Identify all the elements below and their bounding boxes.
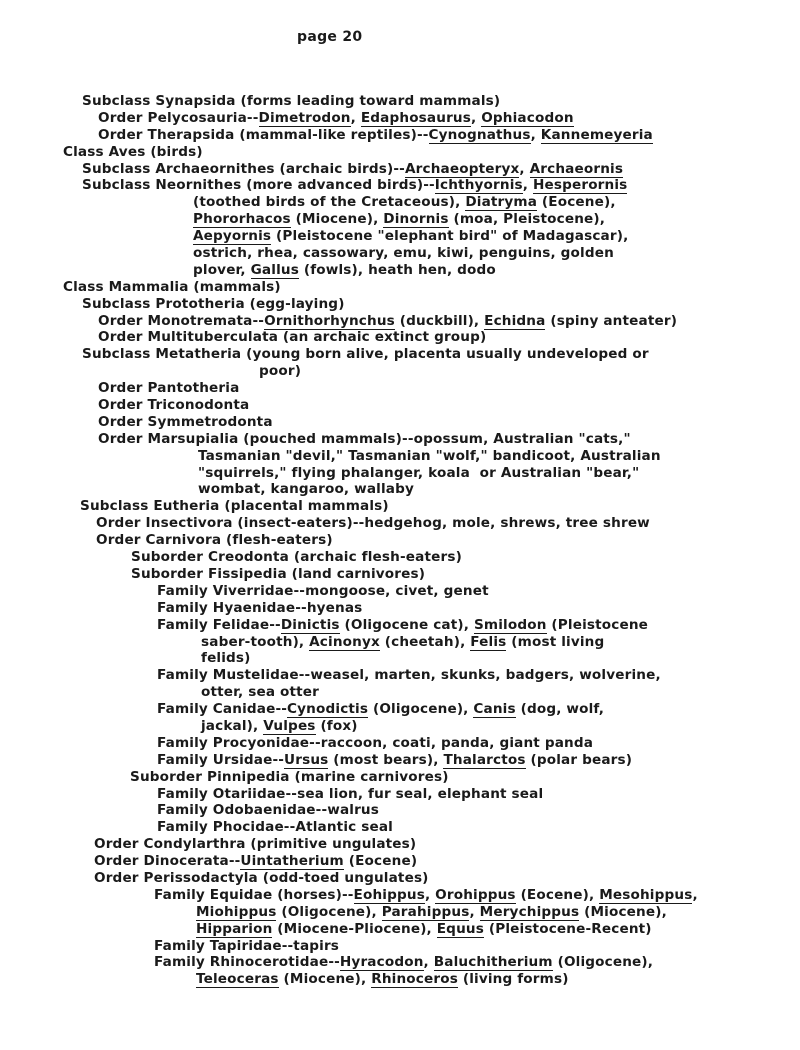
outline-line: [0, 211, 800, 228]
line-text: Subclass Eutheria (placental mammals): [80, 498, 389, 515]
line-text: (Pleistocene-Recent): [483, 920, 652, 937]
line-text: ,: [471, 109, 482, 126]
outline-line: [0, 634, 800, 651]
genus-name: Orohippus: [435, 886, 516, 903]
line-text: Order Dinocerata--: [94, 853, 241, 870]
genus-name: Ursus: [284, 751, 329, 768]
genus-name: Diatryma: [465, 194, 538, 211]
genus-name: Hyracodon: [339, 954, 424, 971]
outline-line: [0, 279, 800, 296]
line-text: "squirrels," flying phalanger, koala or Australian "bear,": [198, 464, 640, 481]
line-text: Subclass Synapsida (forms leading toward mammals): [82, 93, 501, 109]
outline-line: [0, 735, 800, 752]
line-text: Family Canidae--: [157, 701, 288, 718]
line-text: (Miocene),: [579, 903, 667, 920]
outline-line: [0, 431, 800, 448]
line-text: Suborder Pinnipedia (marine carnivores): [130, 768, 449, 785]
genus-name: Smilodon: [473, 616, 547, 633]
line-text: (cheetah),: [379, 633, 471, 650]
line-text: (moa, Pleistocene),: [448, 211, 606, 228]
outline-line: [0, 177, 800, 194]
page-number: page 20: [297, 29, 363, 45]
line-text: ,: [519, 160, 530, 177]
genus-name: Ichthyornis: [434, 177, 523, 194]
line-text: Order Perissodactyla (odd-toed ungulates): [94, 869, 429, 886]
line-text: (living forms): [457, 971, 569, 988]
outline-line: [0, 904, 800, 921]
genus-name: Uintatherium: [240, 853, 344, 870]
outline-line: [0, 127, 800, 144]
line-text: (Oligocene),: [552, 954, 654, 971]
outline-line: [0, 870, 800, 887]
line-text: (Miocene-Pliocene),: [272, 920, 437, 937]
genus-name: Archaeornis: [529, 160, 624, 177]
genus-name: Eohippus: [353, 886, 425, 903]
genus-name: Miohippus: [196, 903, 277, 920]
line-text: Subclass Archaeornithes (archaic birds)--: [82, 160, 405, 177]
line-text: (Oligocene cat),: [339, 616, 474, 633]
line-text: poor): [259, 363, 302, 380]
outline-line: [0, 853, 800, 870]
genus-name: Dimetrodon: [258, 109, 351, 126]
line-text: felids): [201, 650, 251, 667]
outline-line: [0, 549, 800, 566]
line-text: Suborder Creodonta (archaic flesh-eaters): [131, 549, 462, 566]
genus-name: Dinornis: [383, 211, 449, 228]
line-text: Family Mustelidae--weasel, marten, skunks, badgers, wolverine,: [157, 667, 661, 684]
genus-name: Edaphosaurus: [360, 109, 471, 126]
outline-line: [0, 684, 800, 701]
taxonomy-outline: [0, 93, 800, 988]
line-text: Family Hyaenidae--hyenas: [157, 599, 363, 616]
outline-line: [0, 921, 800, 938]
line-text: (dog, wolf,: [515, 701, 605, 718]
line-text: Order Monotremata--: [98, 312, 265, 329]
line-text: (toothed birds of the Cretaceous),: [193, 194, 466, 211]
genus-name: Cynognathus: [428, 126, 531, 143]
genus-name: Baluchitherium: [433, 954, 553, 971]
line-text: (spiny anteater): [545, 312, 678, 329]
line-text: ,: [522, 177, 533, 194]
line-text: Family Phocidae--Atlantic seal: [157, 819, 393, 836]
genus-name: Teleoceras: [196, 971, 279, 988]
genus-name: Hesperornis: [532, 177, 628, 194]
line-text: Order Multituberculata (an archaic extinct group): [98, 329, 487, 346]
line-text: Family Felidae--: [157, 616, 281, 633]
line-text: (Pleistocene "elephant bird" of Madagascar),: [271, 228, 629, 245]
line-text: ,: [350, 109, 361, 126]
outline-line: [0, 363, 800, 380]
genus-name: Ornithorhynchus: [264, 312, 395, 329]
line-text: saber-tooth),: [201, 633, 310, 650]
genus-name: Parahippus: [381, 903, 470, 920]
outline-line: [0, 498, 800, 515]
outline-line: [0, 887, 800, 904]
line-text: ,: [469, 903, 480, 920]
outline-line: [0, 346, 800, 363]
outline-line: [0, 397, 800, 414]
genus-name: Ophiacodon: [481, 109, 574, 126]
line-text: Class Aves (birds): [63, 143, 203, 160]
line-text: Family Tapiridae--tapirs: [154, 937, 340, 954]
outline-line: [0, 245, 800, 262]
genus-name: Echidna: [484, 312, 546, 329]
line-text: (duckbill),: [394, 312, 485, 329]
line-text: (polar bears): [525, 751, 633, 768]
genus-name: Cynodictis: [287, 701, 369, 718]
line-text: ,: [424, 886, 436, 903]
line-text: Order Carnivora (flesh-eaters): [96, 532, 333, 549]
outline-line: [0, 448, 800, 465]
outline-line: [0, 329, 800, 346]
outline-line: [0, 617, 800, 634]
outline-line: [0, 819, 800, 836]
line-text: (Eocene),: [515, 886, 600, 903]
line-text: Order Therapsida (mammal-like reptiles)--: [98, 126, 429, 143]
outline-line: [0, 262, 800, 279]
outline-line: [0, 769, 800, 786]
line-text: Family Rhinocerotidae--: [154, 954, 340, 971]
genus-name: Merychippus: [479, 903, 580, 920]
line-text: ostrich, rhea, cassowary, emu, kiwi, penguins, golden: [193, 245, 614, 262]
line-text: Tasmanian "devil," Tasmanian "wolf," bandicoot, Australian: [198, 447, 661, 464]
line-text: (most living: [506, 633, 605, 650]
line-text: Suborder Fissipedia (land carnivores): [131, 565, 426, 582]
line-text: Subclass Metatheria (young born alive, placenta usually undeveloped or: [82, 346, 649, 363]
line-text: (Miocene),: [278, 971, 372, 988]
outline-line: [0, 802, 800, 819]
line-text: wombat, kangaroo, wallaby: [198, 481, 414, 498]
line-text: Family Ursidae--: [157, 751, 285, 768]
line-text: ,: [530, 126, 541, 143]
line-text: Class Mammalia (mammals): [63, 278, 281, 295]
line-text: Subclass Neornithes (more advanced birds)--: [82, 177, 435, 194]
line-text: ,: [692, 886, 698, 903]
line-text: Family Odobaenidae--walrus: [157, 802, 379, 819]
line-text: Subclass Prototheria (egg-laying): [82, 295, 345, 312]
genus-name: Archaeopteryx: [404, 160, 520, 177]
line-text: (Oligocene),: [368, 701, 474, 718]
outline-line: [0, 938, 800, 955]
line-text: Order Insectivora (insect-eaters)--hedgehog, mole, shrews, tree shrew: [96, 515, 650, 532]
line-text: Order Pantotheria: [98, 380, 240, 397]
outline-line: [0, 296, 800, 313]
outline-line: [0, 161, 800, 178]
line-text: Order Marsupialia (pouched mammals)--opossum, Australian "cats,": [98, 430, 631, 447]
outline-line: [0, 93, 800, 110]
genus-name: Kannemeyeria: [540, 126, 653, 143]
outline-line: [0, 515, 800, 532]
genus-name: Gallus: [250, 261, 299, 278]
genus-name: Hipparion: [196, 920, 273, 937]
line-text: (most bears),: [328, 751, 444, 768]
outline-line: [0, 667, 800, 684]
line-text: (Pleistocene: [546, 616, 649, 633]
outline-line: [0, 414, 800, 431]
genus-name: Thalarctos: [443, 751, 526, 768]
outline-line: [0, 481, 800, 498]
line-text: Family Otariidae--sea lion, fur seal, elephant seal: [157, 785, 544, 802]
genus-name: Aepyornis: [193, 228, 272, 245]
outline-line: [0, 718, 800, 735]
outline-line: [0, 380, 800, 397]
line-text: Family Equidae (horses)--: [154, 886, 354, 903]
line-text: (Oligocene),: [276, 903, 382, 920]
line-text: otter, sea otter: [201, 684, 320, 701]
genus-name: Vulpes: [263, 717, 316, 734]
outline-line: [0, 954, 800, 971]
line-text: (fox): [315, 717, 358, 734]
outline-line: [0, 194, 800, 211]
line-text: (Eocene),: [537, 194, 616, 211]
outline-line: [0, 836, 800, 853]
line-text: (Miocene),: [290, 211, 384, 228]
line-text: Family Procyonidae--raccoon, coati, panda, giant panda: [157, 734, 594, 751]
line-text: Order Triconodonta: [98, 397, 250, 414]
outline-line: [0, 701, 800, 718]
outline-line: [0, 583, 800, 600]
line-text: jackal),: [201, 717, 264, 734]
outline-line: [0, 752, 800, 769]
genus-name: Phororhacos: [193, 211, 291, 228]
genus-name: Acinonyx: [309, 633, 380, 650]
outline-line: [0, 532, 800, 549]
outline-line: [0, 566, 800, 583]
outline-line: [0, 465, 800, 482]
genus-name: Felis: [470, 633, 507, 650]
line-text: Order Symmetrodonta: [98, 413, 273, 430]
outline-line: [0, 600, 800, 617]
line-text: plover,: [193, 261, 251, 278]
genus-name: Dinictis: [280, 616, 340, 633]
line-text: Order Pelycosauria--: [98, 109, 259, 126]
genus-name: Equus: [436, 920, 484, 937]
genus-name: Rhinoceros: [371, 971, 458, 988]
outline-line: [0, 313, 800, 330]
outline-line: [0, 971, 800, 988]
outline-line: [0, 650, 800, 667]
genus-name: Mesohippus: [599, 886, 693, 903]
line-text: Order Condylarthra (primitive ungulates): [94, 836, 417, 853]
outline-line: [0, 786, 800, 803]
genus-name: Canis: [473, 701, 516, 718]
outline-line: [0, 144, 800, 161]
line-text: ,: [423, 954, 434, 971]
line-text: Family Viverridae--mongoose, civet, genet: [157, 582, 489, 599]
line-text: (fowls), heath hen, dodo: [298, 261, 496, 278]
outline-line: [0, 110, 800, 127]
outline-line: [0, 228, 800, 245]
line-text: (Eocene): [343, 853, 418, 870]
